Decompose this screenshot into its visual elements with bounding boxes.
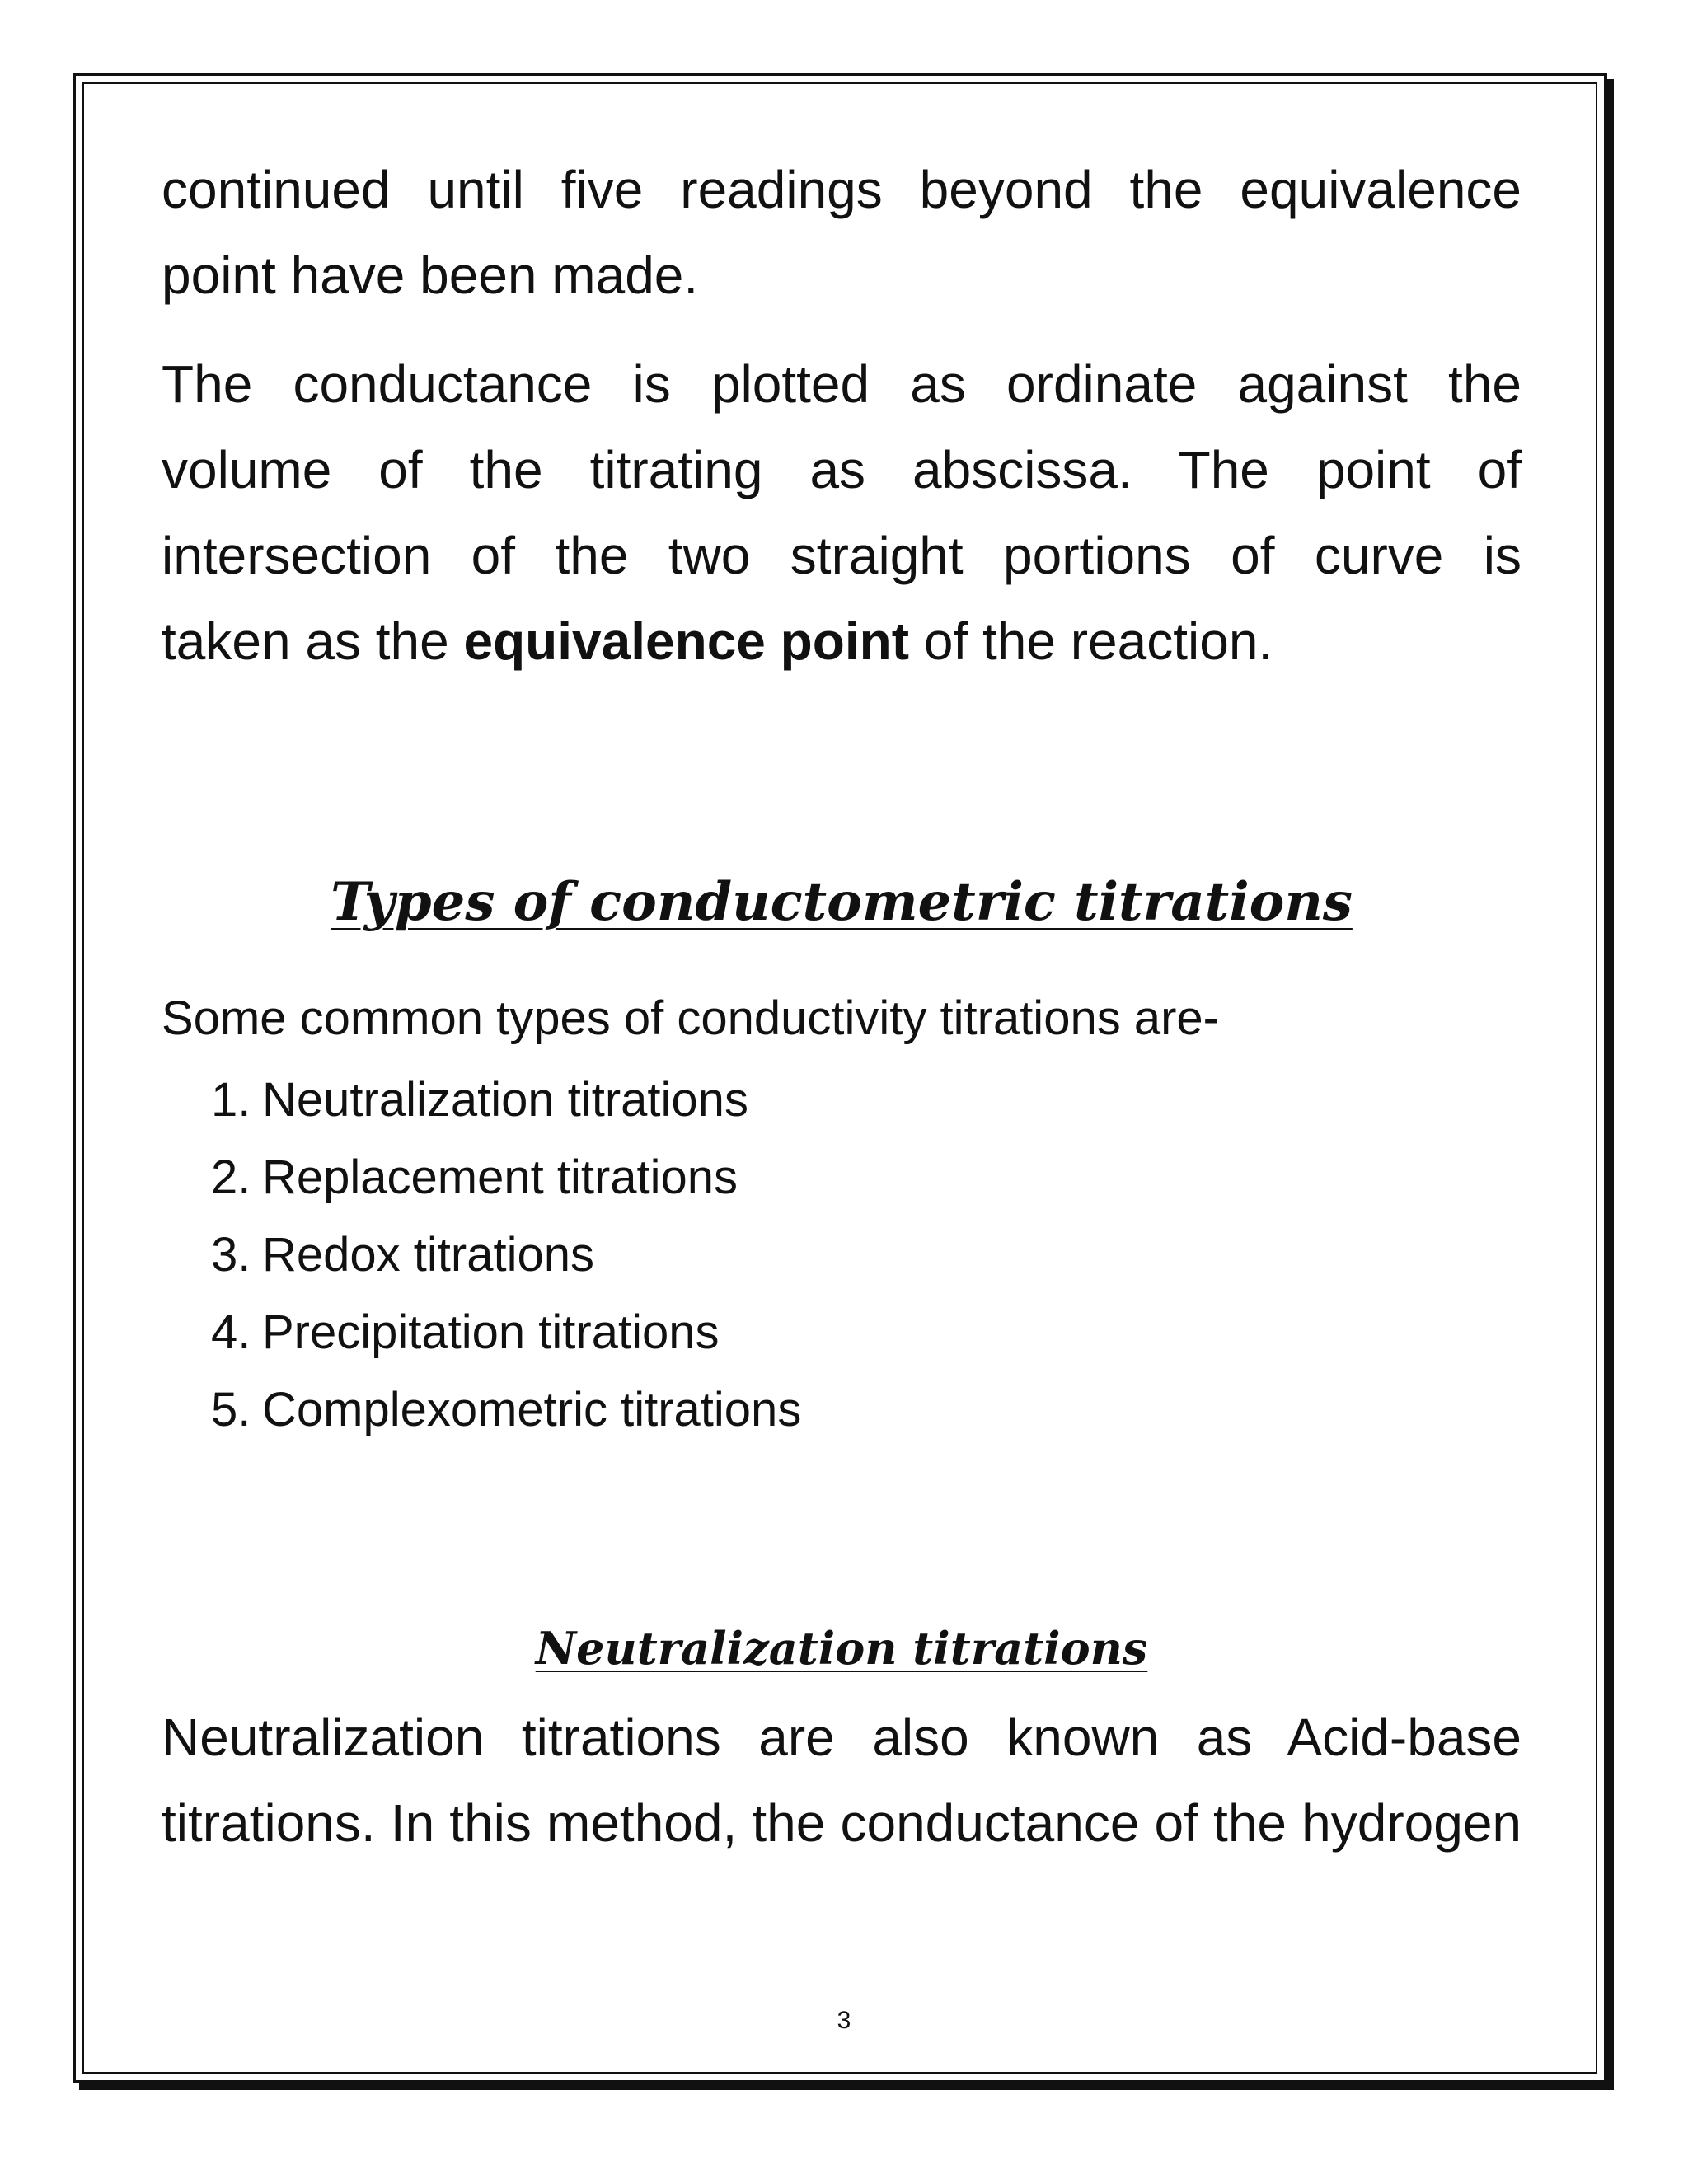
paragraph-conductance <box>162 341 1522 684</box>
text-span: taken as the <box>162 612 464 671</box>
list-item <box>211 1216 801 1294</box>
list-label: Precipitation titrations <box>262 1305 720 1359</box>
bold-term-equivalence-point: equivalence point <box>463 612 910 671</box>
list-label: Replacement titrations <box>262 1151 738 1204</box>
list-label: Neutralization titrations <box>262 1073 748 1127</box>
paragraph-line: The conductance is plotted as ordinate against the <box>162 354 1522 414</box>
paragraph-line: continued until five readings beyond the equivalence <box>162 160 1522 219</box>
paragraph-line <box>162 598 1522 684</box>
list-number: 3. <box>211 1228 251 1282</box>
list-label: Redox titrations <box>262 1228 594 1282</box>
paragraph-line: point have been made. <box>162 246 699 305</box>
list-item <box>211 1371 801 1449</box>
paragraph-neutralization <box>162 1694 1522 1866</box>
list-number: 5. <box>211 1383 251 1436</box>
list-number: 2. <box>211 1151 251 1204</box>
paragraph-line: volume of the titrating as abscissa. The point of <box>162 440 1522 499</box>
page-number: 3 <box>837 2007 851 2034</box>
paragraph-line: Neutralization titrations are also known as Acid-base <box>162 1708 1522 1767</box>
text-span: of the reaction. <box>909 612 1273 671</box>
list-item <box>211 1294 801 1371</box>
list-number: 1. <box>211 1073 251 1127</box>
list-item <box>211 1062 801 1139</box>
list-number: 4. <box>211 1305 251 1359</box>
paragraph-line: titrations. In this method, the conductance of the hydrogen <box>162 1793 1522 1853</box>
page-content <box>162 147 1522 1853</box>
paragraph-line: intersection of the two straight portions of curve is <box>162 526 1522 585</box>
intro-text: Some common types of conductivity titrations are- <box>162 991 1219 1045</box>
list-item <box>211 1139 801 1216</box>
paragraph-continued <box>162 147 1522 318</box>
subsection-heading: Neutralization titrations <box>535 1622 1148 1675</box>
section-heading: Types of conductometric titrations <box>331 871 1353 933</box>
list-label: Complexometric titrations <box>262 1383 802 1436</box>
titration-types-list <box>211 1062 801 1449</box>
